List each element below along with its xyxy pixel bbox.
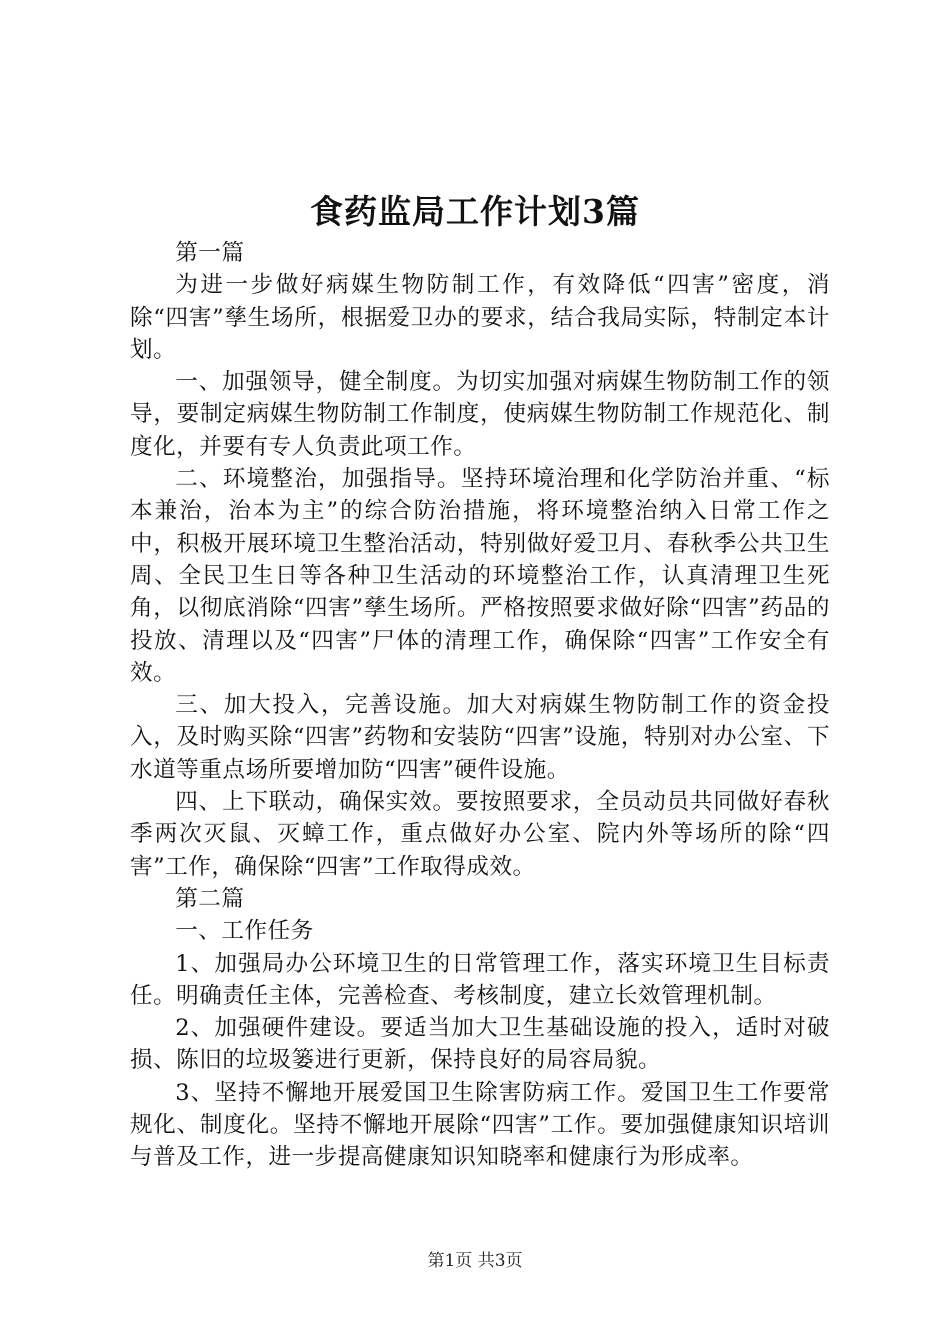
paragraph: 二、环境整治，加强指导。坚持环境治理和化学防治并重、“标本兼治，治本为主”的综合防治措施，将环境整治纳入日常工作之中，积极开展环境卫生整治活动，特别做好爱卫月、春秋季公共卫生周、全民卫生日等各种卫生活动的环境整治工作，认真清理卫生死角，以彻底消除“四害”孳生场所。严格按照要求做好除“四害”药品的投放、清理以及“四害”尸体的清理工作，确保除“四害”工作安全有效。 (130, 466, 830, 686)
document-body (130, 237, 830, 1174)
paragraph: 为进一步做好病媒生物防制工作，有效降低“四害”密度，消除“四害”孳生场所，根据爱卫办的要求，结合我局实际，特制定本计划。 (130, 272, 830, 363)
paragraph: 3、坚持不懈地开展爱国卫生除害防病工作。爱国卫生工作要常规化、制度化。坚持不懈地开展除“四害”工作。要加强健康知识培训与普及工作，进一步提高健康知识知晓率和健康行为形成率。 (130, 1079, 830, 1171)
paragraph: 1、加强局办公环境卫生的日常管理工作，落实环境卫生目标责任。明确责任主体，完善检查、考核制度，建立长效管理机制。 (130, 950, 830, 1009)
paragraph: 一、加强领导，健全制度。为切实加强对病媒生物防制工作的领导，要制定病媒生物防制工作制度，使病媒生物防制工作规范化、制度化，并要有专人负责此项工作。 (130, 369, 830, 460)
document-title: 食药监局工作计划3篇 (310, 192, 640, 231)
page-number-footer: 第1页 共3页 (427, 1251, 523, 1271)
paragraph: 四、上下联动，确保实效。要按照要求，全员动员共同做好春秋季两次灭鼠、灭蟑工作，重点做好办公室、院内外等场所的除“四害”工作，确保除“四害”工作取得成效。 (130, 789, 830, 880)
section-heading-2: 第二篇 (175, 885, 245, 912)
section-heading-1: 第一篇 (175, 240, 245, 266)
paragraph: 三、加大投入，完善设施。加大对病媒生物防制工作的资金投入，及时购买除“四害”药物和安装防“四害”设施，特别对办公室、下水道等重点场所要增加防“四害”硬件设施。 (130, 692, 830, 783)
paragraph: 2、加强硬件建设。要适当加大卫生基础设施的投入，适时对破损、陈旧的垃圾篓进行更新，保持良好的局容局貌。 (130, 1015, 830, 1074)
subsection-heading: 一、工作任务 (175, 918, 314, 945)
